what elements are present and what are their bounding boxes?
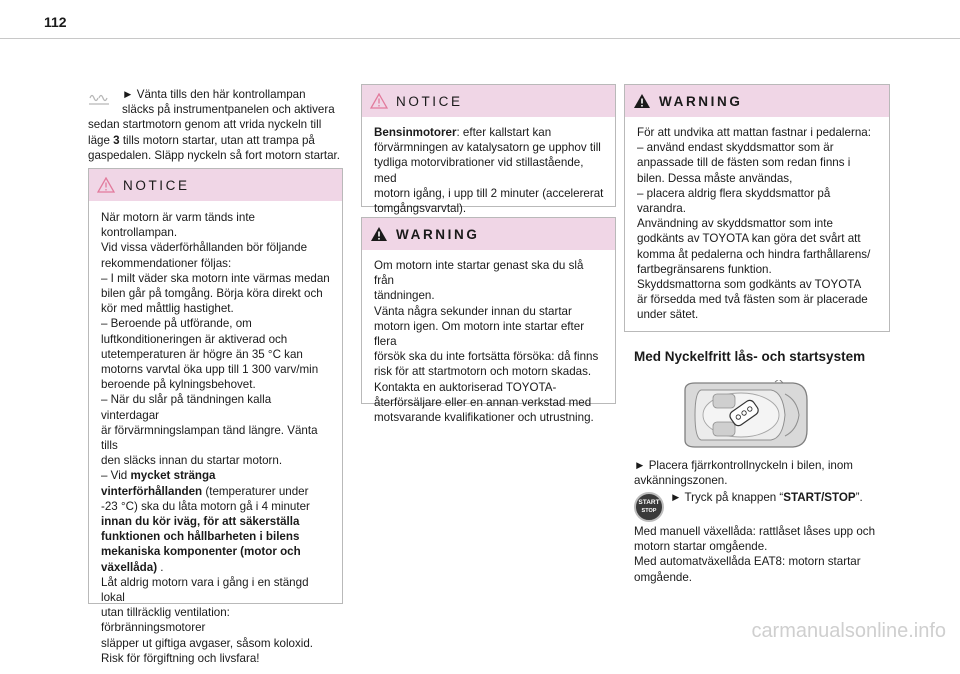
intro-line: tills motorn startar, utan att trampa på (119, 133, 315, 147)
notice-line: kör med måttlig hastighet. (101, 302, 234, 316)
notice-line: rekommendationer följas: (101, 256, 232, 270)
warning-line: godkänts av TOYOTA kan göra det svårt att (637, 232, 861, 246)
car-keyless-zone-illustration (679, 380, 811, 450)
notice-line: Risk för förgiftning och livsfara! (101, 651, 260, 665)
section-heading: Med Nyckelfritt lås- och startsystem (634, 349, 866, 364)
notice-bold: innan du kör iväg, för att säkerställa (101, 515, 300, 529)
notice-line: : efter kallstart kan (456, 126, 552, 139)
notice-triangle-icon (370, 93, 388, 109)
keyless-instructions (634, 458, 894, 488)
warning-line: anpassade till de fästen som redan finns i (637, 156, 851, 170)
stop-label: STOP (641, 508, 657, 514)
warning-line: är försedda med två fästen som är placerade (637, 293, 868, 307)
notice-line: – När du slår på tändningen kalla vinterdagar (101, 393, 272, 422)
notice-line: – Beroende på utförande, om (101, 317, 252, 331)
warning-line: tändningen. (374, 289, 435, 303)
note-line: Med automatväxellåda EAT8: motorn startar (634, 555, 861, 569)
top-divider (0, 38, 960, 39)
intro-paragraph (88, 87, 342, 163)
warning-box-start-failure (361, 217, 616, 425)
warning-line: För att undvika att mattan fastnar i pedalerna: (637, 126, 871, 139)
notice-line: utan tillräcklig ventilation: förbränningsmotorer (101, 606, 230, 635)
warning-line: motsvarande kvalifikationer och utrustning. (374, 411, 594, 425)
start-label: START (638, 499, 660, 506)
key-position: 3 (113, 133, 120, 147)
notice-line: tydliga motorvibrationer vid stillastående, med (374, 156, 584, 185)
warning-title: WARNING (396, 226, 480, 242)
notice-header (89, 169, 342, 201)
step-line: avkänningszonen. (634, 474, 728, 488)
gearbox-notes (634, 524, 894, 585)
warning-header (362, 218, 615, 250)
start-stop-button-icon (634, 492, 664, 522)
note-line: Med manuell växellåda: rattlåset låses upp och (634, 525, 876, 538)
warning-line: under sätet. (637, 308, 699, 322)
warning-line: försök ska du inte fortsätta försöka: då finns (374, 350, 599, 364)
step-press-start (670, 490, 890, 505)
warning-header (625, 85, 889, 117)
warning-line: komma åt pedalerna och hindra farthållarens/ (637, 247, 871, 261)
warning-line: Användning av skyddsmattor som inte (637, 217, 833, 231)
warning-line: Skyddsmattorna som godkänts av TOYOTA (637, 278, 862, 292)
intro-line: sedan startmotorn genom att vrida nyckeln till (88, 118, 322, 132)
warning-line: bilen. Dessa måste användas, (637, 171, 793, 185)
warning-line: – använd endast skyddsmattor som är (637, 141, 834, 155)
step-line: ”. (855, 491, 863, 504)
step-line: ► Tryck på knappen “ (670, 491, 784, 504)
notice-line: utetemperaturen är högre än 35 °C kan (101, 347, 303, 361)
step-line: ► Placera fjärrkontrollnyckeln i bilen, inom (634, 459, 853, 472)
notice-bold: växellåda) (101, 560, 158, 574)
notice-triangle-icon (97, 177, 115, 193)
notice-line: – I milt väder ska motorn inte värmas medan (101, 271, 330, 285)
note-line: motorn startar omgående. (634, 540, 768, 554)
notice-line: beroende på kylningsbehovet. (101, 378, 256, 392)
notice-line: tomgångsvarvtal). (374, 202, 467, 216)
notice-line: – Vid (101, 469, 131, 483)
warning-box-floor-mats (624, 84, 890, 332)
intro-line: läge (88, 133, 114, 147)
notice-line: Vid vissa väderförhållanden bör följande (101, 241, 308, 255)
warning-line: återförsäljare eller en annan verkstad med (374, 395, 592, 409)
notice-line: är förvärmningslampan tänd längre. Vänta tills (101, 423, 318, 453)
warning-triangle-icon (370, 226, 388, 242)
intro-line: släcks på instrumentpanelen och aktivera (122, 103, 335, 117)
warning-line: – placera aldrig flera skyddsmattor på (637, 186, 831, 200)
notice-line: Låt aldrig motorn vara i gång i en stängd lokal (101, 575, 309, 605)
notice-bold: vinterförhållanden (101, 484, 203, 498)
warning-title: WARNING (659, 93, 743, 109)
warning-line: varandra. (637, 202, 686, 216)
warning-line: fartbegränsarens funktion. (637, 262, 772, 276)
notice-bold: Bensinmotorer (374, 126, 457, 139)
intro-line: gaspedalen. Släpp nyckeln så fort motorn startar. (88, 148, 340, 162)
arrow-bullet: ► (122, 88, 134, 101)
notice-line: När motorn är varm tänds inte kontrollampan. (101, 211, 255, 240)
notice-line: (temperaturer under (202, 484, 309, 498)
notice-bold: mycket stränga (130, 469, 216, 483)
notice-line: motorns varvtal öka upp till 1 300 varv/min (101, 363, 319, 377)
warning-triangle-icon (633, 93, 651, 109)
preheat-lamp-icon (88, 92, 114, 106)
warning-line: Kontakta en auktoriserad TOYOTA- (374, 380, 557, 394)
notice-bold: funktionen och hållbarheten i bilens (101, 530, 300, 544)
notice-bold: mekaniska komponenter (motor och (101, 545, 301, 559)
notice-header (362, 85, 615, 117)
notice-title: NOTICE (396, 93, 463, 109)
warning-line: Om motorn inte startar genast ska du slå från (374, 259, 584, 288)
notice-line: motorn igång, i upp till 2 minuter (accelererat (374, 186, 604, 200)
notice-line: släpper ut giftiga avgaser, såsom koloxid. (101, 636, 314, 650)
notice-line: bilen går på tomgång. Börja köra direkt och (101, 287, 323, 301)
intro-line: Vänta tills den här kontrollampan (136, 88, 306, 101)
notice-line: förvärmningen av katalysatorn ge upphov till (374, 141, 601, 155)
notice-line: luftkonditioneringen är aktiverad och (101, 332, 288, 346)
notice-line: -23 °C) ska du låta motorn gå i 4 minuter (101, 499, 310, 513)
page-number: 112 (44, 14, 67, 30)
button-name: START/STOP (783, 491, 856, 504)
warning-line: motorn igen. Om motorn inte startar efter flera (374, 319, 585, 349)
notice-box-cold-start (88, 168, 343, 665)
notice-title: NOTICE (123, 177, 190, 193)
warning-line: Vänta några sekunder innan du startar (374, 304, 572, 318)
notice-box-petrol (361, 84, 616, 216)
notice-line: den släcks innan du startar motorn. (101, 454, 283, 468)
warning-line: risk för att startmotorn och motorn skadas. (374, 365, 592, 379)
note-line: omgående. (634, 570, 693, 584)
notice-line: . (157, 560, 164, 574)
watermark: carmanualsonline.info (751, 620, 946, 642)
